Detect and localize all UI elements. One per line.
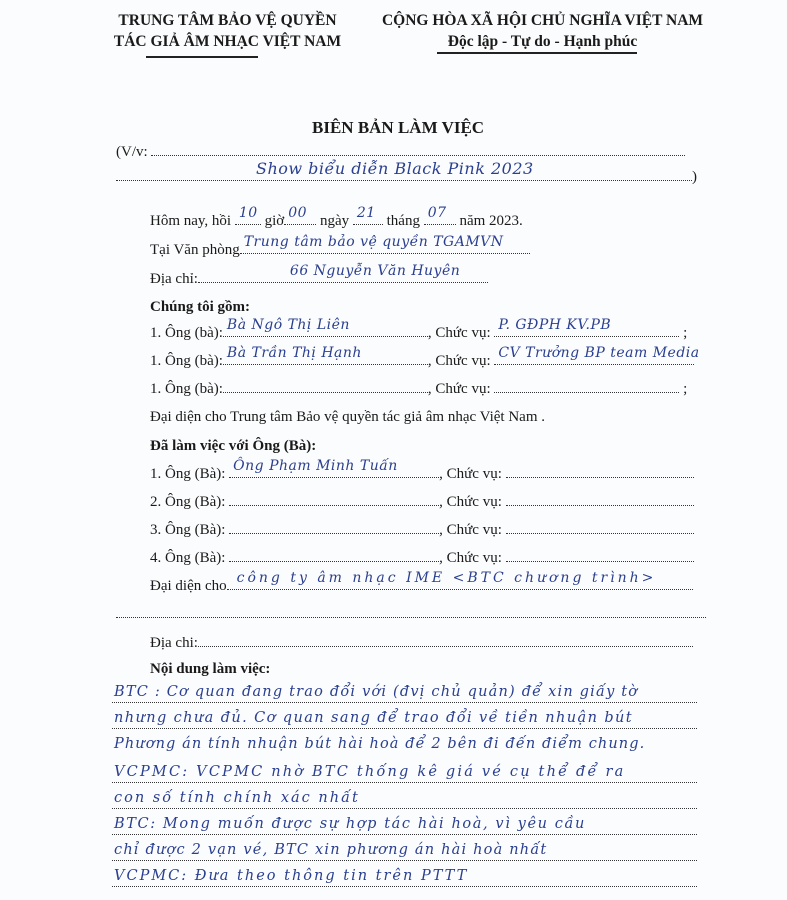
role-label: , Chức vụ: bbox=[427, 325, 491, 341]
hour-field[interactable] bbox=[235, 205, 261, 225]
content-text: BTC : Cơ quan đang trao đổi với (đvị chủ quản) để xin giấy tờ bbox=[114, 684, 639, 700]
subject-value-row bbox=[116, 159, 697, 187]
partner-label: 1. Ông (Bà): bbox=[150, 466, 226, 482]
partner-address-label: Địa chi: bbox=[150, 635, 198, 651]
datetime-prefix: Hôm nay, hồi bbox=[150, 213, 232, 229]
office-field[interactable] bbox=[240, 234, 530, 254]
member-role: P. GĐPH KV.PB bbox=[498, 317, 612, 333]
month-label: tháng bbox=[386, 213, 420, 229]
partner-name-field[interactable] bbox=[229, 491, 439, 506]
address-field[interactable] bbox=[198, 263, 488, 283]
office-value: Trung tâm bảo vệ quyền TGAMVN bbox=[243, 234, 504, 250]
subject-dots bbox=[151, 141, 685, 156]
partner-label: 2. Ông (Bà): bbox=[150, 494, 226, 510]
subject-close: ) bbox=[692, 169, 697, 185]
content-text: nhưng chưa đủ. Cơ quan sang để trao đổi về tiền nhuận bút bbox=[114, 710, 633, 726]
office-row bbox=[150, 234, 530, 260]
document-title: BIÊN BẢN LÀM VIỆC bbox=[312, 118, 485, 137]
motto-underline bbox=[437, 52, 637, 54]
role-label: , Chức vụ: bbox=[439, 550, 502, 566]
member-label: 1. Ông (bà): bbox=[150, 325, 223, 341]
partner-label: 3. Ông (Bà): bbox=[150, 522, 226, 538]
role-label: , Chức vụ: bbox=[439, 494, 502, 510]
content-text: chỉ được 2 vạn vé, BTC xin phương án hài hoà nhất bbox=[114, 842, 548, 858]
year-text: năm 2023. bbox=[459, 213, 523, 229]
content-line[interactable] bbox=[112, 834, 697, 861]
partner-represent-continue bbox=[116, 603, 706, 624]
content-line[interactable] bbox=[112, 860, 697, 887]
partner-name: Ông Phạm Minh Tuấn bbox=[233, 458, 398, 474]
org-name bbox=[95, 10, 360, 52]
member-role-field[interactable] bbox=[494, 378, 679, 393]
partner-name-field[interactable] bbox=[229, 458, 439, 478]
member-name-field[interactable] bbox=[223, 345, 428, 365]
content-line[interactable] bbox=[112, 702, 697, 729]
address-value: 66 Nguyễn Văn Huyên bbox=[289, 263, 461, 279]
member-name: Bà Trần Thị Hạnh bbox=[226, 345, 362, 361]
content-text: VCPMC: Đưa theo thông tin trên PTTT bbox=[114, 868, 469, 884]
partner-address-row bbox=[150, 632, 693, 653]
content-line[interactable] bbox=[112, 676, 697, 703]
content-text: VCPMC: VCPMC nhờ BTC thống kê giá vé cụ thể để ra bbox=[114, 764, 626, 780]
subject-label: (V/v: bbox=[116, 144, 148, 160]
member-role-field[interactable] bbox=[494, 345, 700, 365]
partner-address-field[interactable] bbox=[198, 632, 693, 647]
hour-label: giờ bbox=[264, 213, 285, 229]
subject-field[interactable] bbox=[116, 159, 692, 181]
member-label: 1. Ông (bà): bbox=[150, 381, 223, 397]
row-end: ; bbox=[683, 381, 688, 397]
content-text: Phương án tính nhuận bút hài hoà để 2 bên đi đến điểm chung. bbox=[114, 736, 646, 752]
member-label: 1. Ông (bà): bbox=[150, 353, 223, 369]
role-label: , Chức vụ: bbox=[427, 381, 491, 397]
member-role-field[interactable] bbox=[494, 317, 679, 337]
nation-name: CỘNG HÒA XÃ HỘI CHỦ NGHĨA VIỆT NAM bbox=[381, 12, 704, 29]
address-row bbox=[150, 263, 488, 289]
us-represent: Đại diện cho Trung tâm Bảo vệ quyền tác giả âm nhạc Việt Nam . bbox=[150, 409, 545, 425]
partner-member-row bbox=[150, 458, 694, 484]
member-name-field[interactable] bbox=[223, 378, 428, 393]
role-label: , Chức vụ: bbox=[427, 353, 491, 369]
partner-role-field[interactable] bbox=[506, 547, 694, 562]
row-end: ; bbox=[683, 325, 688, 341]
address-label: Địa chỉ: bbox=[150, 271, 198, 287]
subject-value: Show biểu diễn Black Pink 2023 bbox=[256, 159, 534, 178]
hour-value: 10 bbox=[238, 205, 258, 221]
partner-role-field[interactable] bbox=[506, 463, 694, 478]
org-underline bbox=[146, 56, 258, 58]
minute-value: 00 bbox=[288, 205, 308, 221]
represent-field[interactable] bbox=[227, 570, 693, 590]
partner-role-field[interactable] bbox=[506, 519, 694, 534]
month-value: 07 bbox=[427, 205, 447, 221]
month-field[interactable] bbox=[424, 205, 456, 225]
content-text: con số tính chính xác nhất bbox=[114, 790, 360, 806]
day-label: ngày bbox=[319, 213, 350, 229]
nation-motto: Độc lập - Tự do - Hạnh phúc bbox=[447, 33, 638, 50]
us-member-row bbox=[150, 378, 687, 399]
member-role: CV Trưởng BP team Media bbox=[498, 345, 700, 361]
us-member-row bbox=[150, 345, 700, 371]
us-heading: Chúng tôi gồm: bbox=[150, 299, 251, 315]
partner-name-field[interactable] bbox=[229, 547, 439, 562]
represent-field-continued[interactable] bbox=[116, 603, 706, 618]
partner-member-row bbox=[150, 491, 694, 512]
us-member-row bbox=[150, 317, 688, 343]
partner-role-field[interactable] bbox=[506, 491, 694, 506]
content-line[interactable] bbox=[112, 728, 722, 754]
org-name-line1: TRUNG TÂM BẢO VỆ QUYỀN bbox=[118, 12, 337, 29]
partner-heading: Đã làm việc với Ông (Bà): bbox=[150, 438, 317, 454]
national-motto bbox=[360, 10, 725, 52]
office-label: Tại Văn phòng bbox=[150, 242, 240, 258]
represent-label: Đại diện cho bbox=[150, 578, 227, 594]
partner-represent-row bbox=[150, 570, 693, 596]
represent-value: công ty âm nhạc IME <BTC chương trình> bbox=[236, 570, 657, 586]
day-field[interactable] bbox=[353, 205, 383, 225]
content-line[interactable] bbox=[112, 808, 697, 835]
content-line[interactable] bbox=[112, 756, 697, 783]
partner-label: 4. Ông (Bà): bbox=[150, 550, 226, 566]
day-value: 21 bbox=[356, 205, 376, 221]
role-label: , Chức vụ: bbox=[439, 466, 502, 482]
member-name-field[interactable] bbox=[223, 317, 428, 337]
minute-field[interactable] bbox=[284, 205, 316, 225]
member-name: Bà Ngô Thị Liên bbox=[226, 317, 350, 333]
role-label: , Chức vụ: bbox=[439, 522, 502, 538]
content-text: BTC: Mong muốn được sự hợp tác hài hoà, vì yêu cầu bbox=[114, 816, 586, 832]
partner-member-row bbox=[150, 547, 694, 568]
content-heading: Nội dung làm việc: bbox=[150, 661, 271, 677]
content-line[interactable] bbox=[112, 782, 697, 809]
partner-member-row bbox=[150, 519, 694, 540]
partner-name-field[interactable] bbox=[229, 519, 439, 534]
org-name-line2: TÁC GIẢ ÂM NHẠC VIỆT NAM bbox=[113, 33, 342, 50]
datetime-row bbox=[150, 205, 523, 231]
